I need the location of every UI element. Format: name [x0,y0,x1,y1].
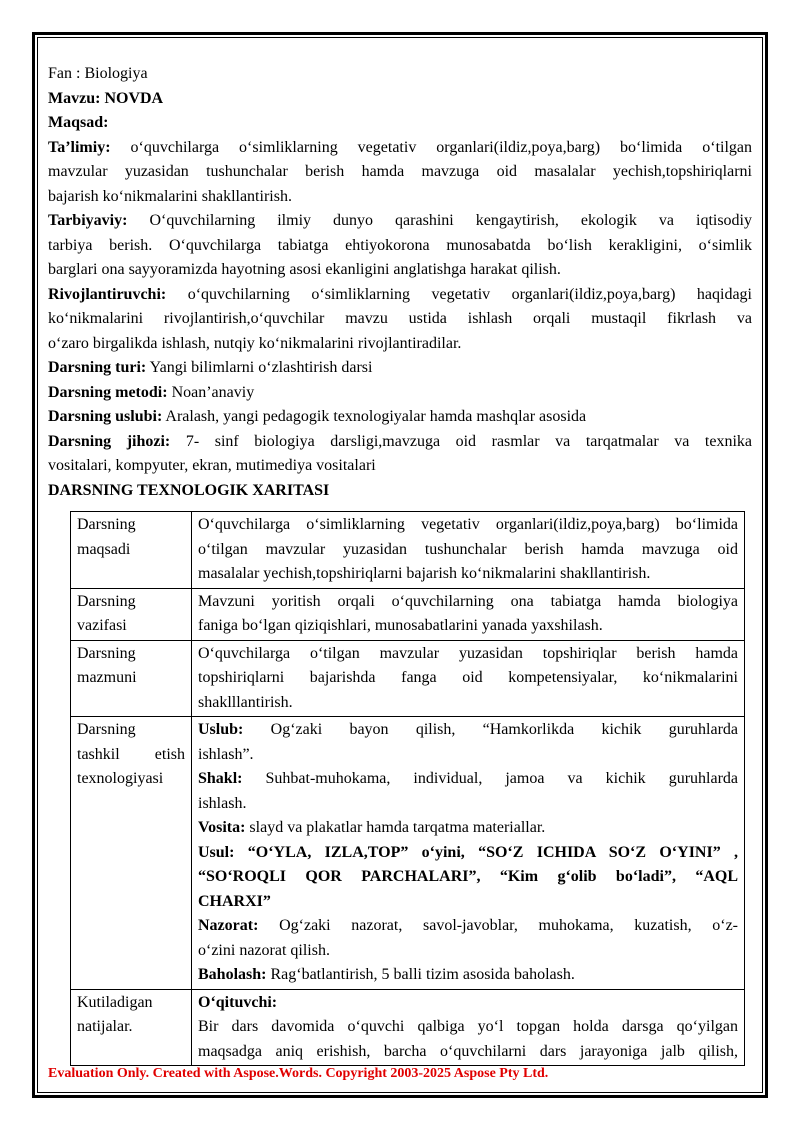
table-row [71,588,745,640]
lesson-method-line: Darsning metodi: Noan’anaviy [48,383,255,401]
table-row [71,640,745,717]
developmental-paragraph: Rivojlantiruvchi: o‘quvchilarning o‘simliklarning vegetativ organlari(ildiz,poya,barg) haqidagi ko‘nikmalarini rivojlantirish,o‘quvchilar mavzu ustida ishlash orqali mustaqil fikrlash va o‘zaro birgalikda ishlash, nutqiy ko‘nikmalarini rivojlantiradilar. [48,285,752,352]
row-content-cell: Uslub: Og‘zaki bayon qilish, “Hamkorlikda kichik guruhlarda ishlash”. Shakl: Suhbat-muhokama, individual, jamoa va kichik guruhlarda ishlash. Vosita: slayd va plakatlar hamda tarqatma materiallar. Usul: “O‘YLA, IZLA,TOP” o‘yini, “SO‘Z ICHIDA SO‘Z O‘YINI” , “SO‘ROQLI QOR PARCHALARI”, “Kim g‘olib bo‘ladi”, “AQL CHARXI” Nazorat: Og‘zaki nazorat, savol-javoblar, muhokama, kuzatish, o‘z- o‘zini nazorat qilish. Baholash: Rag‘batlantirish, 5 balli tizim asosida baholash. [192,717,745,990]
subject-line: Fan : Biologiya [48,65,148,82]
row-content-cell: O‘quvchilarga o‘simliklarning vegetativ organlari(ildiz,poya,barg) bo‘limida o‘tilgan mavzular yuzasidan tushunchalar berish hamda mavzuga oid masalalar yechish,topshiriqlarni bajarish ko‘nikmalarini shakllantirish. [192,512,745,589]
table-row [71,717,745,990]
evaluation-watermark-footer: Evaluation Only. Created with Aspose.Words. Copyright 2003-2025 Aspose Pty Ltd. [48,1066,549,1081]
document-body [48,62,752,503]
topic-line: Mavzu: NOVDA [48,89,164,107]
row-content-cell: O‘quvchilarga o‘tilgan mavzular yuzasidan topshiriqlar berish hamda topshiriqlarni bajarishda fanga oid kompetensiyalar, ko‘nikmalarini shaklllantirish. [192,640,745,717]
lesson-type-line: Darsning turi: Yangi bilimlarni o‘zlashtirish darsi [48,359,373,376]
row-content-cell: Mavzuni yoritish orqali o‘quvchilarning ona tabiatga hamda biologiya faniga bo‘lgan qiziqishlari, munosabatlarini yanada yaxshilash. [192,588,745,640]
upbringing-paragraph: Tarbiyaviy: O‘quvchilarning ilmiy dunyo qarashini kengaytirish, ekologik va iqtisodiy tarbiya berish. O‘quvchilarga tabiatga ehtiyokorona munosabatda bo‘lish kerakligini, o‘simlik barglari ona sayyoramizda hayotning asosi ekanligini anglatishga harakat qilish. [48,212,753,278]
lesson-style-line: Darsning uslubi: Aralash, yangi pedagogik texnologiyalar hamda mashqlar asosida [48,408,587,425]
row-label-cell: Darsning tashkil etish texnologiyasi [71,717,192,990]
table-row [71,989,745,1066]
goal-heading: Maqsad: [48,114,109,131]
row-label-cell: Darsning vazifasi [71,588,192,640]
row-content-cell: O‘qituvchi: Bir dars davomida o‘quvchi qalbiga yo‘l topgan holda darsga qo‘yilgan maqsadga aniq erishish, barcha o‘quvchilarni dars jarayoniga jalb qilish, [192,989,745,1066]
table-row [71,512,745,589]
row-label-cell: Kutiladigan natijalar. [71,989,192,1066]
lesson-equipment-paragraph: Darsning jihozi: 7- sinf biologiya darsligi,mavzuga oid rasmlar va tarqatmalar va texnika vositalari, kompyuter, ekran, mutimediya vositalari [48,432,753,474]
technological-map-table [70,511,745,1066]
row-label-cell: Darsning mazmuni [71,640,192,717]
map-title: DARSNING TEXNOLOGIK XARITASI [48,481,330,499]
row-label-cell: Darsning maqsadi [71,512,192,589]
educational-paragraph: Ta’limiy: o‘quvchilarga o‘simliklarning vegetativ organlari(ildiz,poya,barg) bo‘limida o‘tilgan mavzular yuzasidan tushunchalar berish hamda mavzuga oid masalalar yechish,topshiriqlarni bajarish ko‘nikmalarini shakllantirish. [48,138,753,205]
